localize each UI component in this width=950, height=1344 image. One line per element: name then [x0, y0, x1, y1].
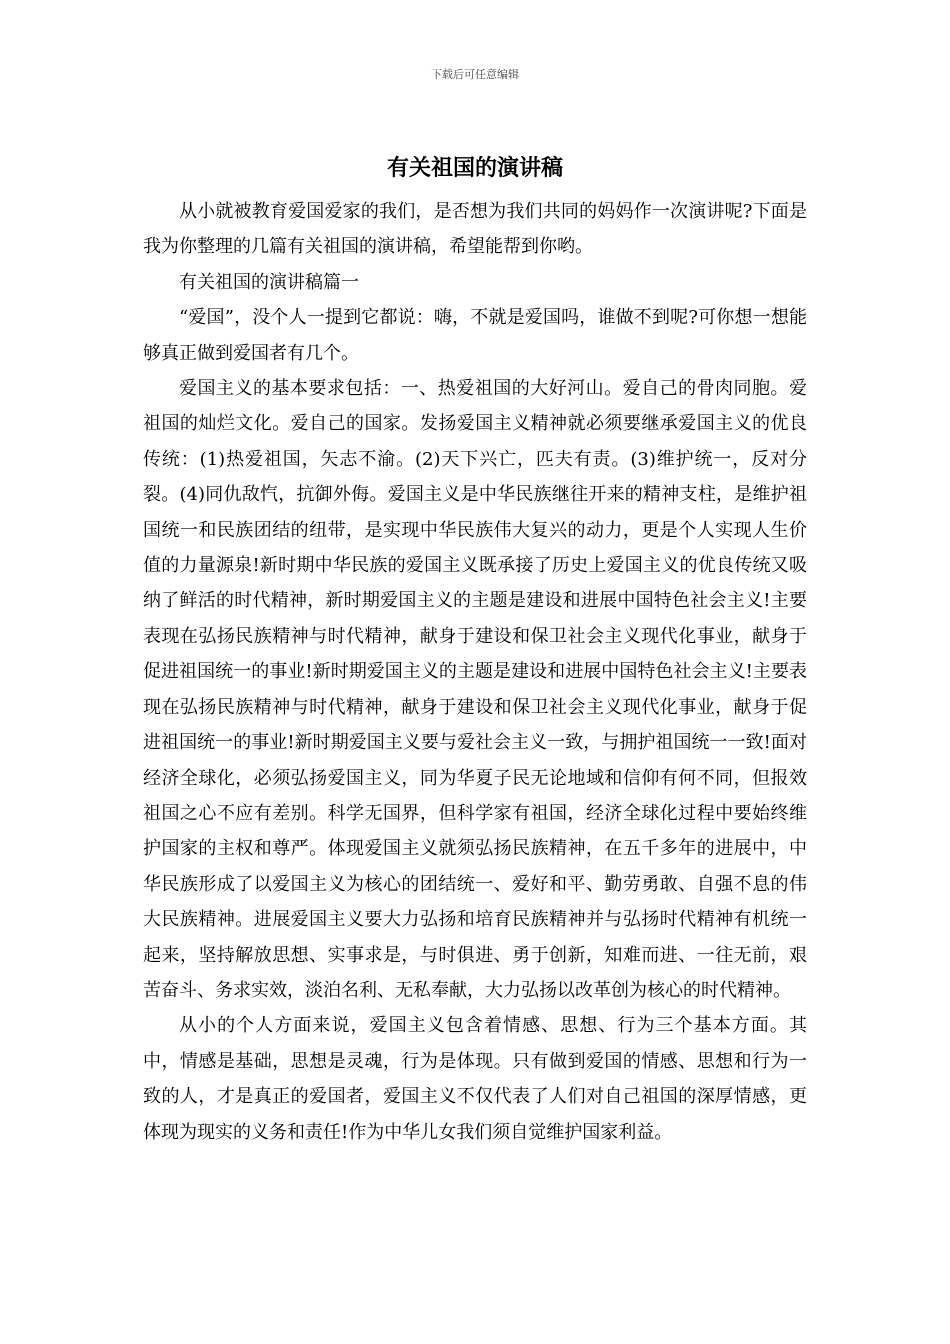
- paragraph-intro: 从小就被教育爱国爱家的我们，是否想为我们共同的妈妈作一次演讲呢?下面是我为你整理的几篇有关祖国的演讲稿，希望能帮到你哟。: [143, 201, 807, 258]
- header-note: 下载后可任意编辑: [431, 68, 519, 81]
- paragraph: 从小的个人方面来说，爱国主义包含着情感、思想、行为三个基本方面。其中，情感是基础，思想是灵魂，行为是体现。只有做到爱国的情感、思想和行为一致的人，才是真正的爱国者，爱国主义不仅代表了人们对自己祖国的深厚情感，更体现为现实的义务和责任!作为中华儿女我们须自觉维护国家利益。: [143, 1015, 807, 1143]
- document-title: 有关祖国的演讲稿: [386, 156, 563, 181]
- section-heading: 有关祖国的演讲稿篇一: [179, 271, 359, 293]
- paragraph: 爱国主义的基本要求包括：一、热爱祖国的大好河山。爱自己的骨肉同胞。爱祖国的灿烂文化。爱自己的国家。发扬爱国主义精神就必须要继承爱国主义的优良传统：(1)热爱祖国，矢志不渝。(2)天下兴亡，匹夫有责。(3)维护统一，反对分裂。(4)同仇敌忾，抗御外侮。爱国主义是中华民族继往开来的精神支柱，是维护祖国统一和民族团结的纽带，是实现中华民族伟大复兴的动力，更是个人实现人生价值的力量源泉!新时期中华民族的爱国主义既承接了历史上爱国主义的优良传统又吸纳了鲜活的时代精神，新时期爱国主义的主题是建设和进展中国特色社会主义!主要表现在弘扬民族精神与时代精神，献身于建设和保卫社会主义现代化事业，献身于促进祖国统一的事业!新时期爱国主义的主题是建设和进展中国特色社会主义!主要表现在弘扬民族精神与时代精神，献身于建设和保卫社会主义现代化事业，献身于促进祖国统一的事业!新时期爱国主义要与爱社会主义一致，与拥护祖国统一一致!面对经济全球化，必须弘扬爱国主义，同为华夏子民无论地域和信仰有何不同，但报效祖国之心不应有差别。科学无国界，但科学家有祖国，经济全球化过程中要始终维护国家的主权和尊严。体现爱国主义就须弘扬民族精神，在五千多年的进展中，中华民族形成了以爱国主义为核心的团结统一、爱好和平、勤劳勇敢、自强不息的伟大民族精神。进展爱国主义要大力弘扬和培育民族精神并与弘扬时代精神有机统一起来，坚持解放思想、实事求是，与时俱进、勇于创新，知难而进、一往无前，艰苦奋斗、务求实效，淡泊名利、无私奉献，大力弘扬以改革创为核心的时代精神。: [143, 378, 807, 1001]
- document-body: [143, 194, 807, 1150]
- paragraph: “爱国”，没个人一提到它都说：嗨，不就是爱国吗，谁做不到呢?可你想一想能够真正做到爱国者有几个。: [143, 307, 807, 364]
